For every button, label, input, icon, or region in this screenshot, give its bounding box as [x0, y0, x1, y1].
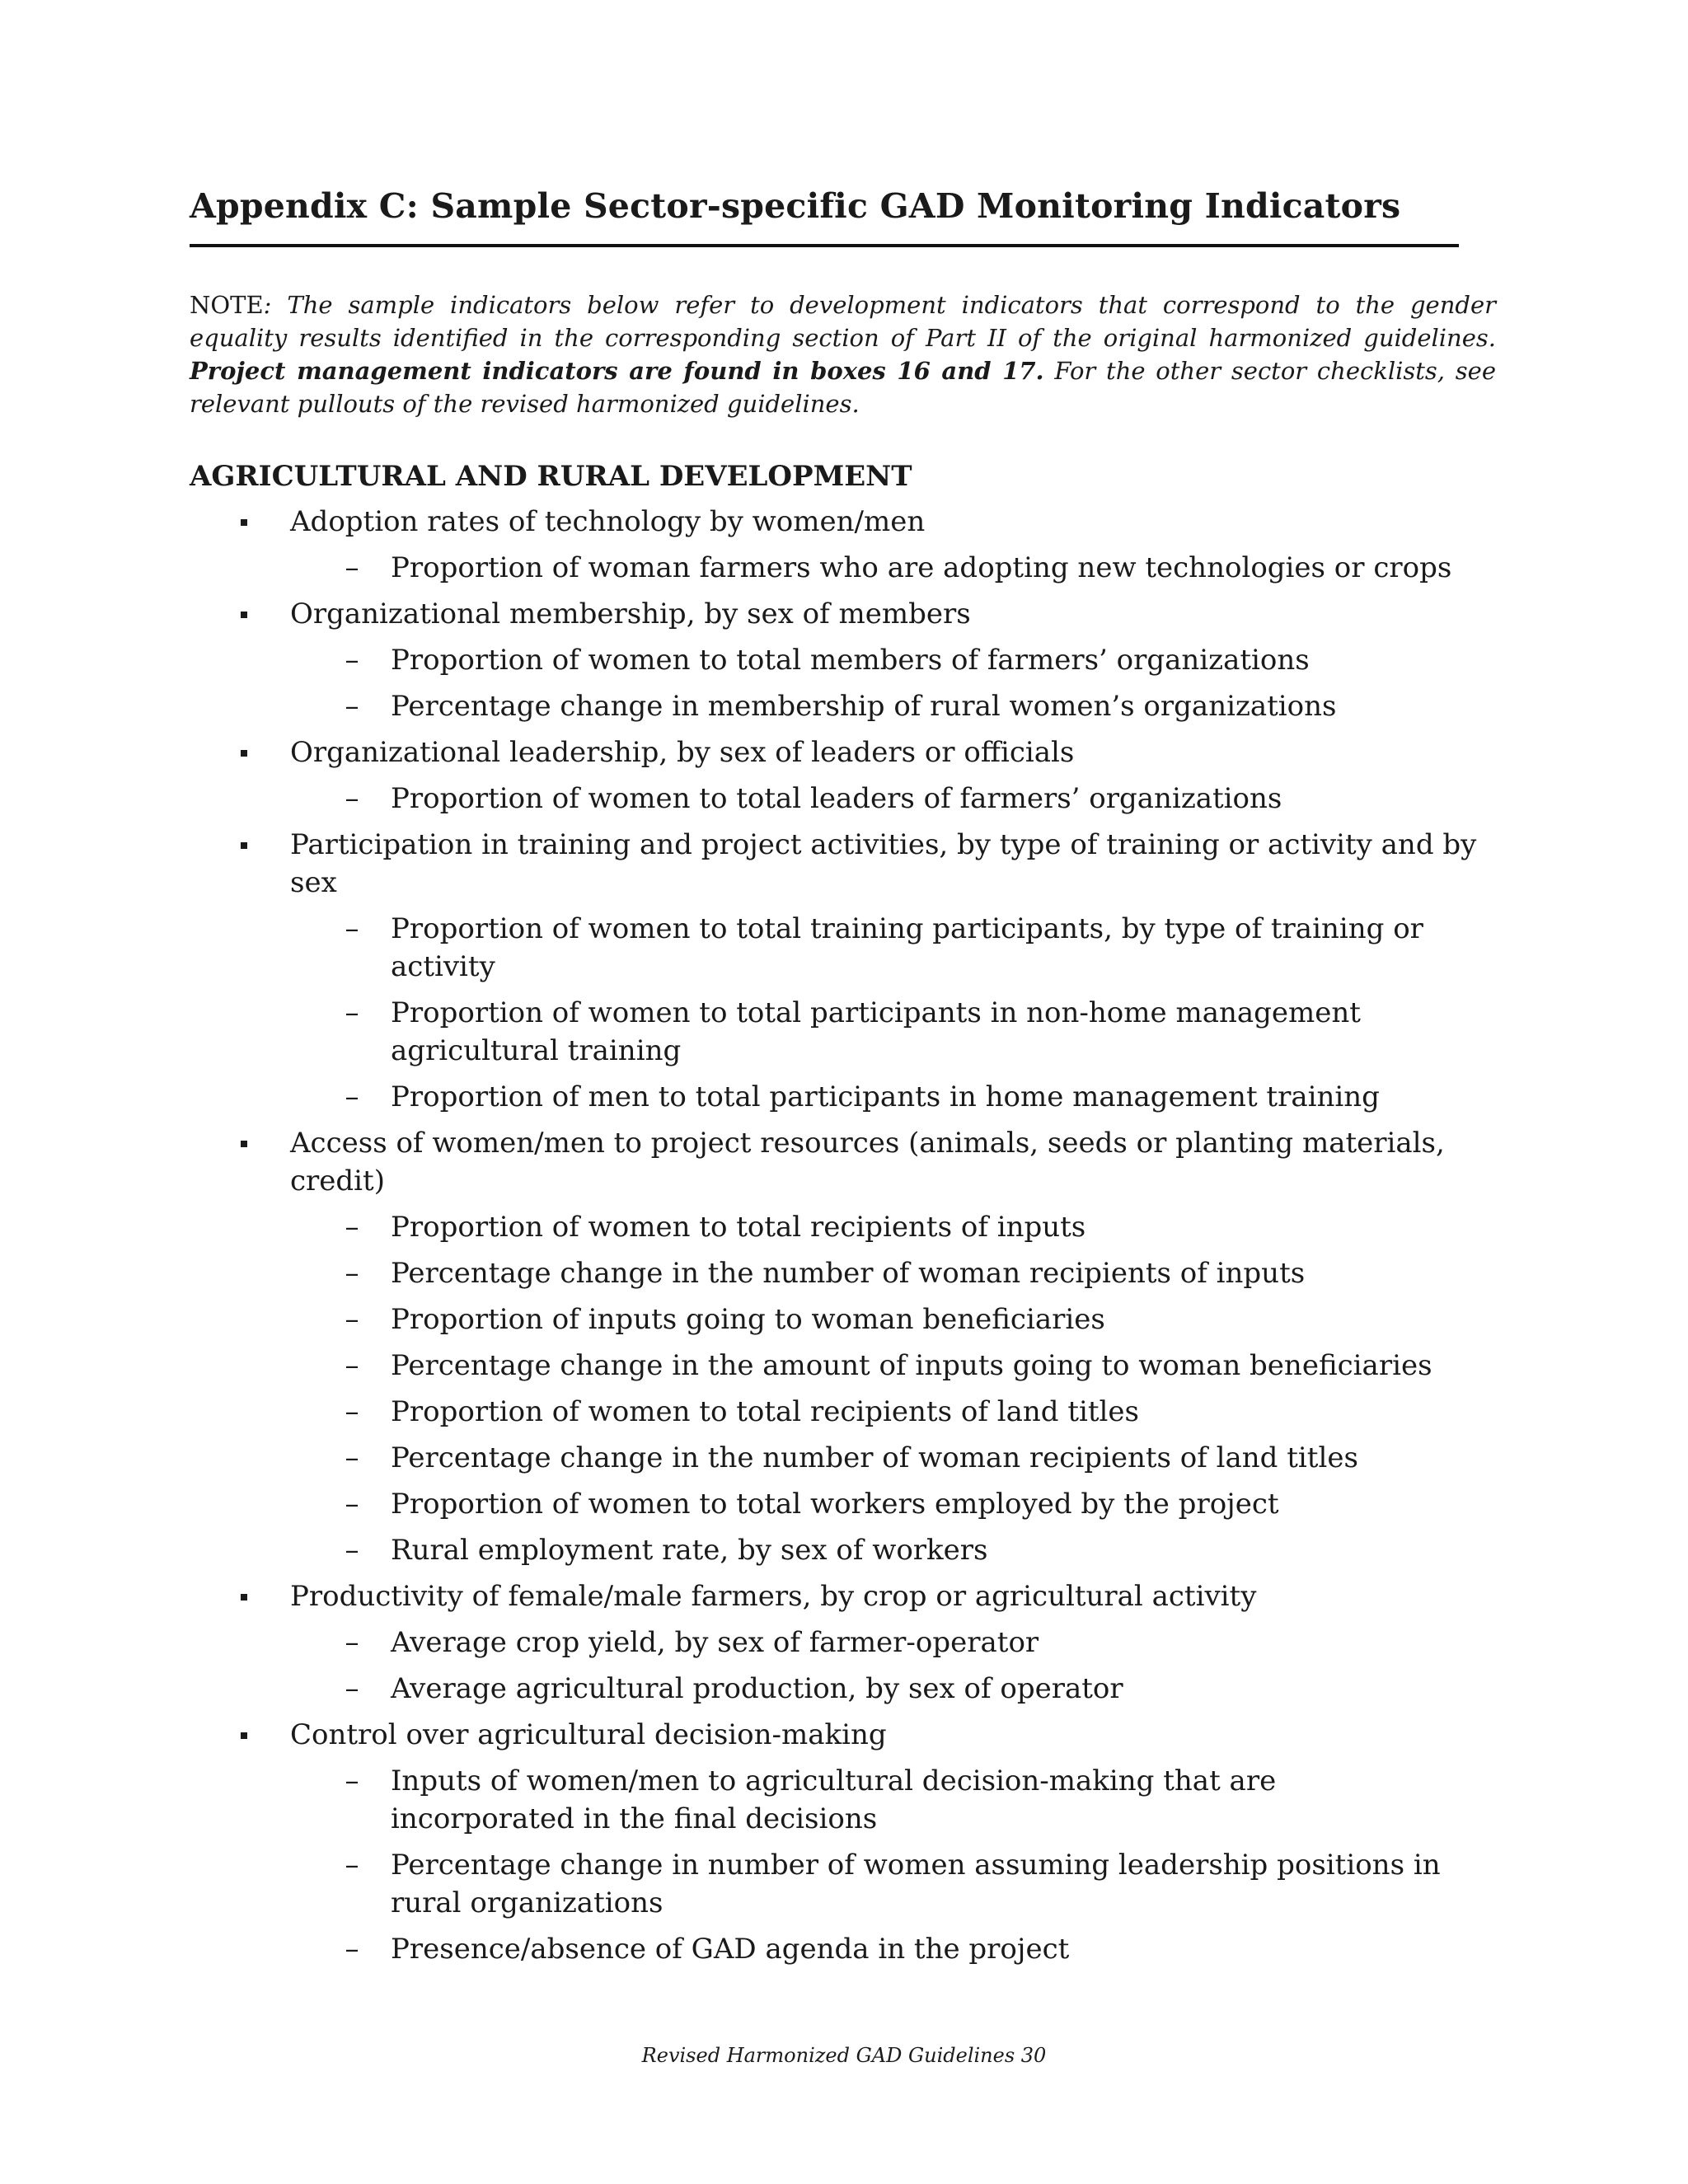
- page-footer: Revised Harmonized GAD Guidelines 30: [641, 2044, 1047, 2067]
- dash-bullet-icon: –: [345, 1303, 359, 1336]
- sub-indicator-list: [290, 549, 1508, 587]
- indicator-label: Participation in training and project activities, by type of training or activity and by sex: [290, 828, 1477, 899]
- sub-indicator-list: [290, 780, 1508, 818]
- dash-bullet-icon: –: [345, 1441, 359, 1474]
- page-title: Appendix C: Sample Sector-specific GAD Monitoring Indicators: [190, 186, 1401, 226]
- indicator-item: [190, 1124, 1508, 1569]
- sub-indicator-text: Proportion of women to total recipients of inputs: [391, 1211, 1086, 1244]
- indicator-list: [190, 503, 1508, 1976]
- sub-indicator-text: Percentage change in number of women assuming leadership positions in rural organizations: [391, 1849, 1441, 1919]
- sub-indicator-text: Proportion of women to total workers employed by the project: [391, 1488, 1279, 1521]
- indicator-item: [190, 1716, 1508, 1968]
- sub-indicator-item: [290, 1208, 1462, 1246]
- sub-indicator-item: [290, 910, 1462, 986]
- sub-indicator-item: [290, 1624, 1462, 1661]
- sub-indicator-item: [290, 549, 1462, 587]
- dash-bullet-icon: –: [345, 1080, 359, 1113]
- sub-indicator-text: Proportion of men to total participants in home management training: [391, 1080, 1380, 1113]
- indicator-item: [190, 1577, 1508, 1708]
- square-bullet-icon: [241, 1594, 247, 1601]
- square-bullet-icon: [241, 519, 247, 526]
- dash-bullet-icon: –: [345, 1395, 359, 1428]
- sub-indicator-item: [290, 1254, 1462, 1292]
- note-paragraph: [190, 288, 1496, 420]
- sub-indicator-item: [290, 1846, 1462, 1922]
- indicator-label: Access of women/men to project resources (animals, seeds or planting materials, credit): [290, 1127, 1445, 1197]
- sub-indicator-text: Percentage change in the number of woman recipients of inputs: [391, 1257, 1306, 1290]
- dash-bullet-icon: –: [345, 912, 359, 945]
- dash-bullet-icon: –: [345, 1257, 359, 1290]
- sub-indicator-item: [290, 687, 1462, 725]
- dash-bullet-icon: –: [345, 690, 359, 723]
- dash-bullet-icon: –: [345, 551, 359, 584]
- indicator-label: Organizational leadership, by sex of leaders or officials: [290, 736, 1075, 769]
- square-bullet-icon: [241, 1732, 247, 1739]
- sub-indicator-list: [290, 1624, 1508, 1708]
- dash-bullet-icon: –: [345, 1534, 359, 1567]
- dash-bullet-icon: –: [345, 1488, 359, 1521]
- indicator-item: [190, 503, 1508, 587]
- square-bullet-icon: [241, 612, 247, 618]
- indicator-item: [190, 595, 1508, 725]
- note-text-2: For the other sector checklists, see relevant pullouts of the revised harmonized guidelines.: [190, 357, 1496, 418]
- sub-indicator-text: Proportion of women to total leaders of farmers’ organizations: [391, 782, 1282, 815]
- indicator-label: Productivity of female/male farmers, by crop or agricultural activity: [290, 1580, 1257, 1613]
- dash-bullet-icon: –: [345, 644, 359, 677]
- sub-indicator-text: Proportion of women to total members of farmers’ organizations: [391, 644, 1310, 677]
- sub-indicator-item: [290, 1930, 1462, 1968]
- note-lead: NOTE: [190, 291, 264, 319]
- square-bullet-icon: [241, 842, 247, 849]
- sub-indicator-item: [290, 1670, 1462, 1708]
- sub-indicator-list: [290, 641, 1508, 725]
- dash-bullet-icon: –: [345, 782, 359, 815]
- sub-indicator-item: [290, 780, 1462, 818]
- dash-bullet-icon: –: [345, 1933, 359, 1966]
- dash-bullet-icon: –: [345, 1849, 359, 1882]
- sub-indicator-text: Proportion of women to total recipients of land titles: [391, 1395, 1139, 1428]
- sub-indicator-text: Inputs of women/men to agricultural decision-making that are incorporated in the final decisions: [391, 1765, 1277, 1835]
- indicator-label: Control over agricultural decision-making: [290, 1718, 887, 1751]
- sub-indicator-text: Percentage change in the amount of inputs going to woman beneficiaries: [391, 1349, 1432, 1382]
- sub-indicator-item: [290, 1439, 1462, 1477]
- sub-indicator-text: Proportion of woman farmers who are adopting new technologies or crops: [391, 551, 1452, 584]
- sub-indicator-item: [290, 641, 1462, 679]
- dash-bullet-icon: –: [345, 1672, 359, 1705]
- indicator-label: Organizational membership, by sex of members: [290, 598, 971, 630]
- sub-indicator-text: Proportion of inputs going to woman beneficiaries: [391, 1303, 1105, 1336]
- sub-indicator-item: [290, 1393, 1462, 1431]
- sub-indicator-item: [290, 1485, 1462, 1523]
- dash-bullet-icon: –: [345, 1349, 359, 1382]
- title-underline: [190, 244, 1459, 247]
- note-bold-text: Project management indicators are found in boxes 16 and 17.: [190, 357, 1044, 385]
- sub-indicator-item: [290, 1762, 1462, 1838]
- dash-bullet-icon: –: [345, 1626, 359, 1659]
- sub-indicator-text: Average crop yield, by sex of farmer-operator: [391, 1626, 1039, 1659]
- indicator-item: [190, 826, 1508, 1116]
- dash-bullet-icon: –: [345, 1211, 359, 1244]
- sub-indicator-list: [290, 1762, 1508, 1968]
- sub-indicator-text: Percentage change in the number of woman recipients of land titles: [391, 1441, 1358, 1474]
- square-bullet-icon: [241, 1141, 247, 1147]
- sub-indicator-text: Proportion of women to total participants in non-home management agricultural training: [391, 996, 1361, 1067]
- section-heading: AGRICULTURAL AND RURAL DEVELOPMENT: [190, 460, 912, 493]
- sub-indicator-text: Percentage change in membership of rural women’s organizations: [391, 690, 1337, 723]
- sub-indicator-list: [290, 910, 1508, 1116]
- indicator-label: Adoption rates of technology by women/men: [290, 505, 926, 538]
- sub-indicator-item: [290, 1347, 1462, 1385]
- sub-indicator-item: [290, 1078, 1462, 1116]
- indicator-item: [190, 733, 1508, 818]
- sub-indicator-text: Presence/absence of GAD agenda in the project: [391, 1933, 1070, 1966]
- note-text-1: : The sample indicators below refer to development indicators that correspond to the gender equality results identified in the corresponding section of Part II of the original harmonized guidelines.: [190, 291, 1496, 352]
- sub-indicator-text: Average agricultural production, by sex of operator: [391, 1672, 1123, 1705]
- sub-indicator-text: Rural employment rate, by sex of workers: [391, 1534, 988, 1567]
- square-bullet-icon: [241, 750, 247, 757]
- sub-indicator-item: [290, 994, 1462, 1070]
- dash-bullet-icon: –: [345, 1765, 359, 1797]
- sub-indicator-item: [290, 1531, 1462, 1569]
- sub-indicator-text: Proportion of women to total training participants, by type of training or activity: [391, 912, 1423, 983]
- dash-bullet-icon: –: [345, 996, 359, 1029]
- sub-indicator-list: [290, 1208, 1508, 1569]
- sub-indicator-item: [290, 1301, 1462, 1338]
